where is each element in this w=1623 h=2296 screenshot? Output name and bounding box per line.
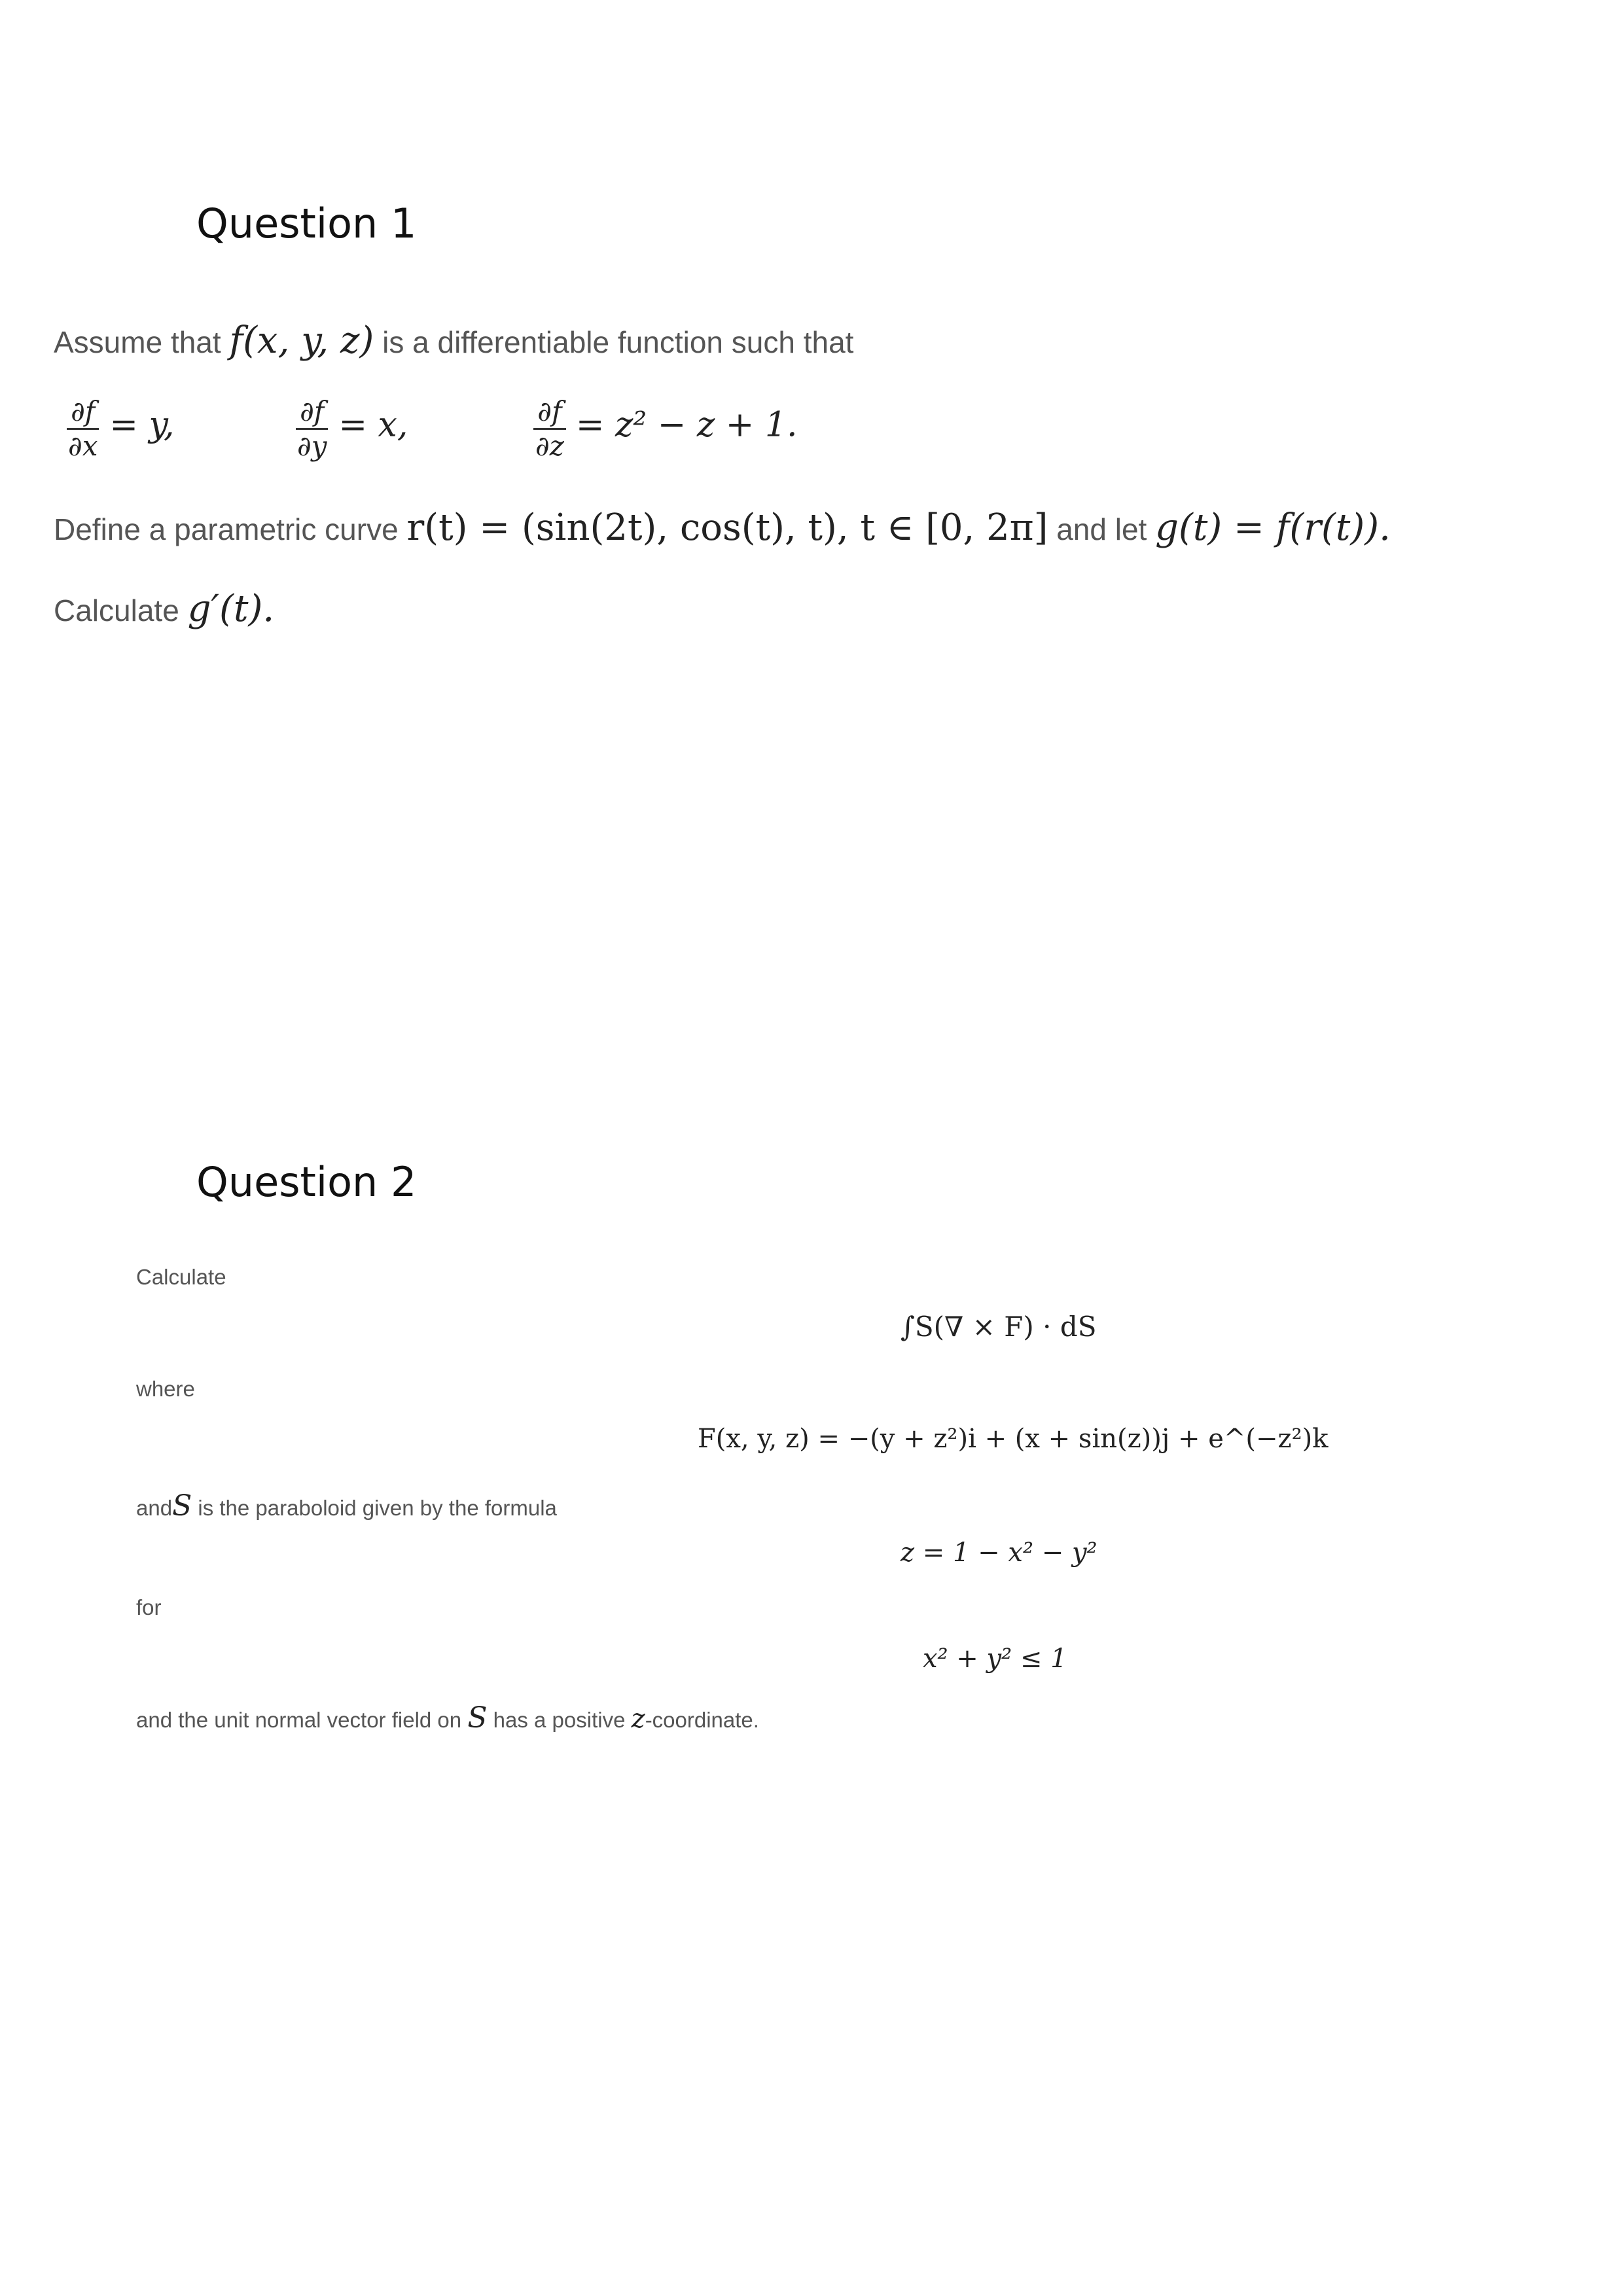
q1-define-middle: and let xyxy=(1056,512,1147,546)
q1-partial-z xyxy=(531,397,797,461)
q1-intro-line xyxy=(54,319,853,362)
partial-x-denominator: ∂x xyxy=(68,430,98,463)
q2-where-label: where xyxy=(136,1377,195,1401)
q2-for-label: for xyxy=(136,1595,162,1619)
partial-z-denominator: ∂z xyxy=(535,430,564,463)
q1-partial-y xyxy=(293,397,408,461)
q2-z-symbol: z xyxy=(631,1704,645,1734)
partial-z-numerator: ∂f xyxy=(533,397,565,430)
q1-calculate-label: Calculate xyxy=(54,593,179,627)
q2-normal-line xyxy=(136,1701,759,1735)
q2-integral-formula: ∫S(∇ × F) · dS xyxy=(901,1311,1097,1343)
partial-x-numerator: ∂f xyxy=(67,397,99,430)
question-2-heading: Question 2 xyxy=(196,1158,417,1206)
q2-field-formula xyxy=(698,1424,1329,1454)
q2-calculate-label: Calculate xyxy=(136,1265,226,1289)
q2-normal-prefix: and the unit normal vector field on xyxy=(136,1708,462,1732)
partial-y-numerator: ∂f xyxy=(296,397,328,430)
q1-define-line xyxy=(54,506,1391,549)
q2-paraboloid-formula: z = 1 − x² − y² xyxy=(901,1538,1097,1568)
q2-region-formula: x² + y² ≤ 1 xyxy=(923,1644,1067,1674)
q1-intro-prefix: Assume that xyxy=(54,325,221,359)
q2-normal-suffix: -coordinate. xyxy=(645,1708,759,1732)
q1-define-prefix: Define a parametric curve xyxy=(54,512,399,546)
q1-intro-suffix: is a differentiable function such that xyxy=(382,325,854,359)
q1-g-prime: g′(t). xyxy=(187,588,275,630)
q1-partial-x xyxy=(64,397,175,461)
q1-function-f: f(x, y, z) xyxy=(229,319,374,362)
q2-S-symbol-2: S xyxy=(467,1701,488,1735)
partial-y-denominator: ∂y xyxy=(297,430,327,463)
q2-paraboloid-line xyxy=(136,1489,557,1523)
partial-x-rhs: = y, xyxy=(109,405,175,445)
q1-g-formula: g(t) = f(r(t)). xyxy=(1155,506,1391,549)
q1-calculate-line xyxy=(54,588,274,630)
q2-paraboloid-text: is the paraboloid given by the formula xyxy=(198,1496,557,1520)
question-1-heading: Question 1 xyxy=(196,200,417,247)
partial-z-rhs: = z² − z + 1. xyxy=(575,405,798,445)
q1-curve-formula: r(t) = (sin(2t), cos(t), t), t ∈ [0, 2π] xyxy=(406,506,1048,549)
q2-and-prefix: and xyxy=(136,1496,173,1520)
field-formula-text: F(x, y, z) = −(y + z²)i + (x + sin(z))j + e^(−z²)k xyxy=(698,1424,1329,1454)
partial-y-rhs: = x, xyxy=(338,405,408,445)
q2-normal-middle: has a positive xyxy=(493,1708,626,1732)
q2-S-symbol: S xyxy=(172,1489,192,1523)
